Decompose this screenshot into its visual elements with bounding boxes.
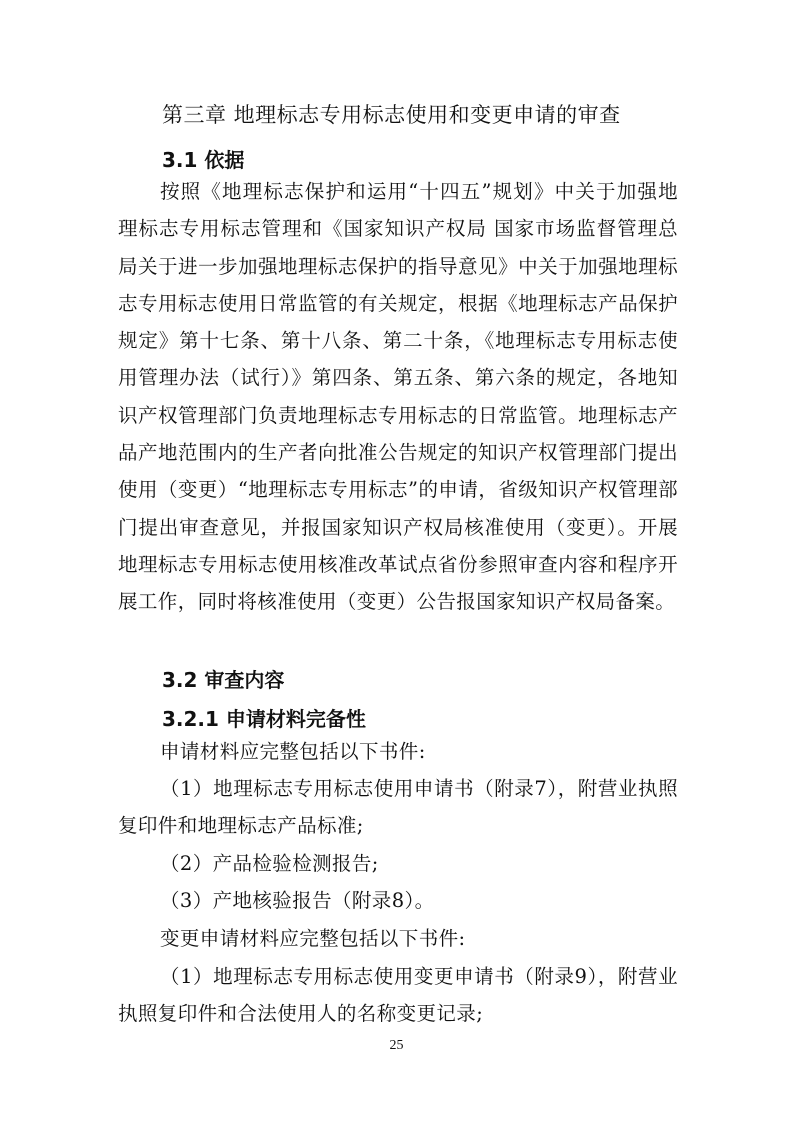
application-item-3: （3）产地核验报告（附录8）。 [160, 889, 435, 912]
chapter-title: 第三章 地理标志专用标志使用和变更申请的审查 [162, 103, 621, 127]
section-3-2-heading: 3.2 审查内容 [162, 668, 285, 692]
change-materials-intro: 变更申请材料应完整包括以下书件: [160, 927, 466, 950]
section-3-1-paragraph: 按照《地理标志保护和运用“十四五”规划》中关于加强地理标志专用标志管理和《国家知识产权局 国家市场监督管理总局关于进一步加强地理标志保护的指导意见》中关于加强地理标志专用标志使用日常监管的有关规定，根据《地理标志产品保护规定》第十七条、第十八条、第二十条，《地理标志专用标志使用管理办法（试行）》第四条、第五条、第六条的规定，各地知识产权管理部门负责地理标志专用标志的日常监管。地理标志产品产地范围内的生产者向批准公告规定的知识产权管理部门提出使用（变更）“地理标志专用标志”的申请，省级知识产权管理部门提出审查意见，并报国家知识产权局核准使用（变更）。开展地理标志专用标志使用核准改革试点省份参照审查内容和程序开展工作，同时将核准使用（变更）公告报国家知识产权局备案。 [118, 180, 678, 614]
section-3-2-1-heading: 3.2.1 申请材料完备性 [162, 707, 366, 731]
change-item-1: （1）地理标志专用标志使用变更申请书（附录9），附营业执照复印件和合法使用人的名称变更记录; [118, 965, 678, 1026]
page-number: 25 [389, 1038, 404, 1053]
application-item-2: （2）产品检验检测报告; [160, 852, 379, 875]
application-item-1: （1）地理标志专用标志使用申请书（附录7），附营业执照复印件和地理标志产品标准; [118, 777, 678, 838]
section-3-1-heading: 3.1 依据 [162, 148, 245, 172]
application-materials-intro: 申请材料应完整包括以下书件: [160, 740, 426, 763]
